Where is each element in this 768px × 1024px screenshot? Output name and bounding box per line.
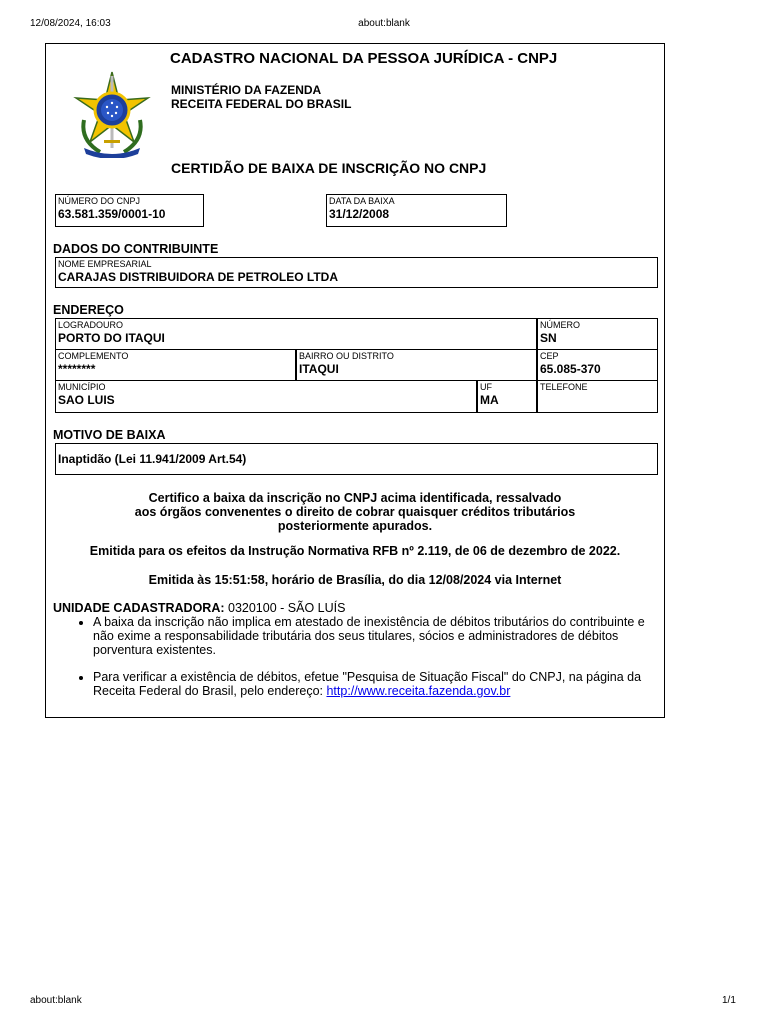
print-footer-url: about:blank — [30, 995, 82, 1006]
note-item-2 — [93, 670, 653, 698]
certification-text — [45, 491, 665, 533]
contributor-section-title: DADOS DO CONTRIBUINTE — [53, 242, 219, 256]
document-title: CADASTRO NACIONAL DA PESSOA JURÍDICA - CNPJ — [170, 50, 558, 67]
numero-cell — [538, 319, 656, 349]
closing-date-box — [326, 194, 507, 227]
print-header-url: about:blank — [358, 18, 410, 29]
company-name-value: CARAJAS DISTRIBUIDORA DE PETROLEO LTDA — [58, 270, 339, 284]
cnpj-number-box — [55, 194, 204, 227]
cnpj-number-label: NÚMERO DO CNPJ — [58, 196, 141, 206]
address-row-1 — [55, 318, 658, 350]
cep-cell — [538, 350, 656, 380]
complemento-label: COMPLEMENTO — [58, 351, 129, 361]
normative-statement: Emitida para os efeitos da Instrução Normativa RFB nº 2.119, de 06 de dezembro de 2022. — [89, 544, 621, 558]
logradouro-value: PORTO DO ITAQUI — [58, 331, 165, 345]
logradouro-cell — [56, 319, 537, 349]
reason-value: Inaptidão (Lei 11.941/2009 Art.54) — [58, 452, 247, 466]
registering-unit-value: 0320100 - SÃO LUÍS — [224, 601, 346, 615]
registering-unit — [53, 601, 345, 615]
receita-website-link[interactable]: http://www.receita.fazenda.gov.br — [326, 684, 511, 698]
complemento-value: ******** — [58, 362, 96, 376]
company-name-label: NOME EMPRESARIAL — [58, 259, 152, 269]
address-row-2 — [55, 349, 658, 381]
certification-line-1: Certifico a baixa da inscrição no CNPJ acima identificada, ressalvado — [148, 491, 562, 505]
bairro-value: ITAQUI — [299, 362, 339, 376]
certification-line-3: posteriormente apurados. — [277, 519, 433, 533]
municipio-value: SAO LUIS — [58, 393, 115, 407]
company-name-box — [55, 257, 658, 288]
issued-statement: Emitida às 15:51:58, horário de Brasília, do dia 12/08/2024 via Internet — [148, 573, 562, 587]
address-row-3 — [55, 380, 658, 413]
registering-unit-label: UNIDADE CADASTRADORA: — [53, 601, 225, 615]
address-section-title: ENDEREÇO — [53, 303, 124, 317]
municipio-label: MUNICÍPIO — [58, 382, 106, 392]
reason-box — [55, 443, 658, 475]
bairro-cell — [297, 350, 537, 380]
complemento-cell — [56, 350, 296, 380]
print-page-count: 1/1 — [722, 995, 736, 1006]
telefone-label: TELEFONE — [540, 382, 588, 392]
bairro-label: BAIRRO OU DISTRITO — [299, 351, 394, 361]
uf-value: MA — [480, 393, 499, 407]
notes-list — [53, 615, 653, 711]
numero-label: NÚMERO — [540, 320, 580, 330]
ministry-name — [171, 83, 351, 111]
print-datetime: 12/08/2024, 16:03 — [30, 18, 111, 29]
closing-date-value: 31/12/2008 — [329, 207, 390, 221]
cep-label: CEP — [540, 351, 559, 361]
logradouro-label: LOGRADOURO — [58, 320, 124, 330]
telefone-cell — [538, 381, 656, 412]
municipio-cell — [56, 381, 477, 412]
cep-value: 65.085-370 — [540, 362, 601, 376]
note-2-text: Para verificar a existência de débitos, efetue "Pesquisa de Situação Fiscal" do CNPJ, na página da Receita Federal do Brasil, pelo endereço: — [93, 670, 642, 698]
note-item-1: • A baixa da inscrição não implica em atestado de inexistência de débitos tributários do contribuinte e não exime a responsabilidade tributária dos seus titulares, sócios e administradores de débitos porventura existentes. — [93, 615, 653, 657]
uf-cell — [478, 381, 536, 412]
uf-label: UF — [480, 382, 492, 392]
certification-line-2: aos órgãos convenentes o direito de cobrar quaisquer créditos tributários — [134, 505, 576, 519]
reason-section-title: MOTIVO DE BAIXA — [53, 428, 166, 442]
ministry-line-1: MINISTÉRIO DA FAZENDA — [171, 83, 322, 97]
cnpj-number-value: 63.581.359/0001-10 — [58, 207, 166, 221]
certificate-title: CERTIDÃO DE BAIXA DE INSCRIÇÃO NO CNPJ — [171, 160, 487, 176]
ministry-line-2: RECEITA FEDERAL DO BRASIL — [171, 97, 352, 111]
coat-of-arms-icon — [70, 70, 154, 158]
closing-date-label: DATA DA BAIXA — [329, 196, 395, 206]
numero-value: SN — [540, 331, 557, 345]
